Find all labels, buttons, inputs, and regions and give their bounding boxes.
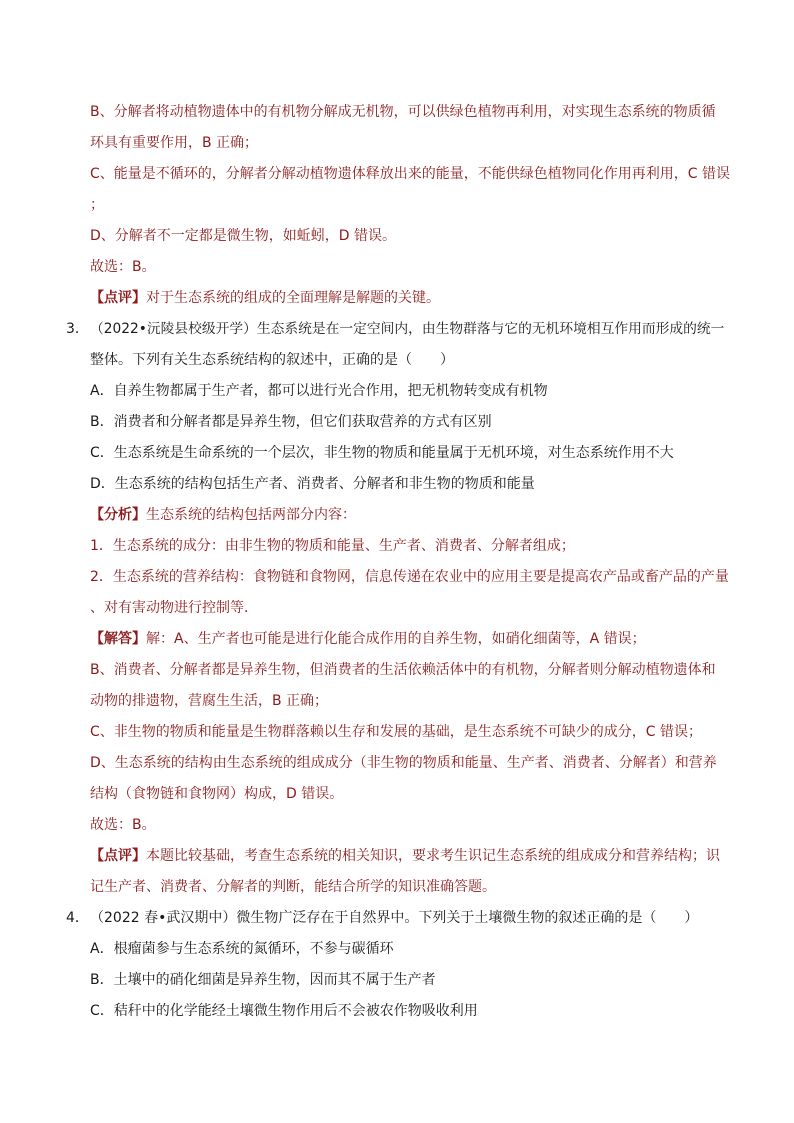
q2-choice: 故选：B。 — [90, 259, 156, 275]
q4-option-a: A．根瘤菌参与生态系统的氮循环，不参与碳循环 — [90, 941, 394, 957]
q3-answer-d-line2: 结构（食物链和食物网）构成，D 错误。 — [90, 786, 344, 802]
q3-stem-line2: 整体。下列有关生态系统结构的叙述中，正确的是（ ） — [90, 352, 454, 368]
q3-option-d: D．生态系统的结构包括生产者、消费者、分解者和非生物的物质和能量 — [90, 476, 535, 492]
q3-option-c: C．生态系统是生命系统的一个层次，非生物的物质和能量属于无机环境，对生态系统作用不大 — [90, 445, 674, 461]
q3-analysis-point-2-line2: 、对有害动物进行控制等． — [90, 600, 258, 616]
q3-stem-line1: （2022•沅陵县校级开学）生态系统是在一定空间内，由生物群落与它的无机环境相互作用而形成的统一 — [90, 321, 725, 337]
q3-review — [90, 846, 730, 866]
q3-option-a: A．自养生物都属于生产者，都可以进行光合作用，把无机物转变成有机物 — [90, 383, 548, 399]
answer-tag: 【解答】 — [90, 631, 146, 647]
q3-analysis — [90, 505, 730, 525]
q3-review-line2: 记生产者、消费者、分解者的判断，能结合所学的知识准确答题。 — [90, 879, 496, 895]
question-number: 4． — [66, 910, 89, 926]
analysis-tag: 【分析】 — [90, 507, 146, 523]
q3-answer-c: C、非生物的物质和能量是生物群落赖以生存和发展的基础，是生态系统不可缺少的成分，C 错误； — [90, 724, 702, 740]
q4-stem: （2022 春•武汉期中）微生物广泛存在于自然界中。下列关于土壤微生物的叙述正确的是（ ） — [90, 910, 699, 926]
q2-answer-b-line1: B、分解者将动植物遗体中的有机物分解成无机物，可以供绿色植物再利用，对实现生态系统的物质循 — [90, 104, 716, 120]
review-tag: 【点评】 — [90, 290, 146, 306]
q3-answer-d-line1: D、生态系统的结构由生态系统的组成成分（非生物的物质和能量、生产者、消费者、分解者）和营养 — [90, 755, 717, 771]
q3-answer — [90, 629, 730, 649]
q4-option-b: B．土壤中的硝化细菌是异养生物，因而其不属于生产者 — [90, 972, 436, 988]
q2-answer-c-line1: C、能量是不循环的，分解者分解动植物遗体释放出来的能量，不能供绿色植物同化作用再利用，C 错误 — [90, 166, 730, 182]
q3-option-b: B．消费者和分解者都是异养生物，但它们获取营养的方式有区别 — [90, 414, 492, 430]
review-text: 对于生态系统的组成的全面理解是解题的关键。 — [146, 290, 440, 306]
q3-analysis-point-1: 1．生态系统的成分：由非生物的物质和能量、生产者、消费者、分解者组成； — [90, 538, 575, 554]
q2-answer-b-line2: 环具有重要作用，B 正确； — [90, 135, 259, 151]
q2-answer-d: D、分解者不一定都是微生物，如蚯蚓，D 错误。 — [90, 228, 397, 244]
q2-answer-c-line2: ； — [90, 197, 104, 213]
question-number: 3． — [66, 321, 89, 337]
q4-option-c: C．秸秆中的化学能经土壤微生物作用后不会被农作物吸收利用 — [90, 1003, 478, 1019]
q3-answer-b-line2: 动物的排遗物，营腐生生活，B 正确； — [90, 693, 329, 709]
q3-analysis-point-2-line1: 2．生态系统的营养结构：食物链和食物网，信息传递在农业中的应用主要是提高农产品或畜产品的产量 — [90, 569, 729, 585]
review-tag: 【点评】 — [90, 848, 146, 864]
q3-answer-b-line1: B、消费者、分解者都是异养生物，但消费者的生活依赖活体中的有机物，分解者则分解动植物遗体和 — [90, 662, 716, 678]
q3-choice: 故选：B。 — [90, 817, 156, 833]
analysis-text: 生态系统的结构包括两部分内容： — [146, 507, 356, 523]
answer-a: 解：A、生产者也可能是进行化能合成作用的自养生物，如硝化细菌等，A 错误； — [146, 631, 646, 647]
review-text: 本题比较基础，考查生态系统的相关知识，要求考生识记生态系统的组成成分和营养结构；识 — [146, 848, 720, 864]
q2-review — [90, 288, 730, 308]
